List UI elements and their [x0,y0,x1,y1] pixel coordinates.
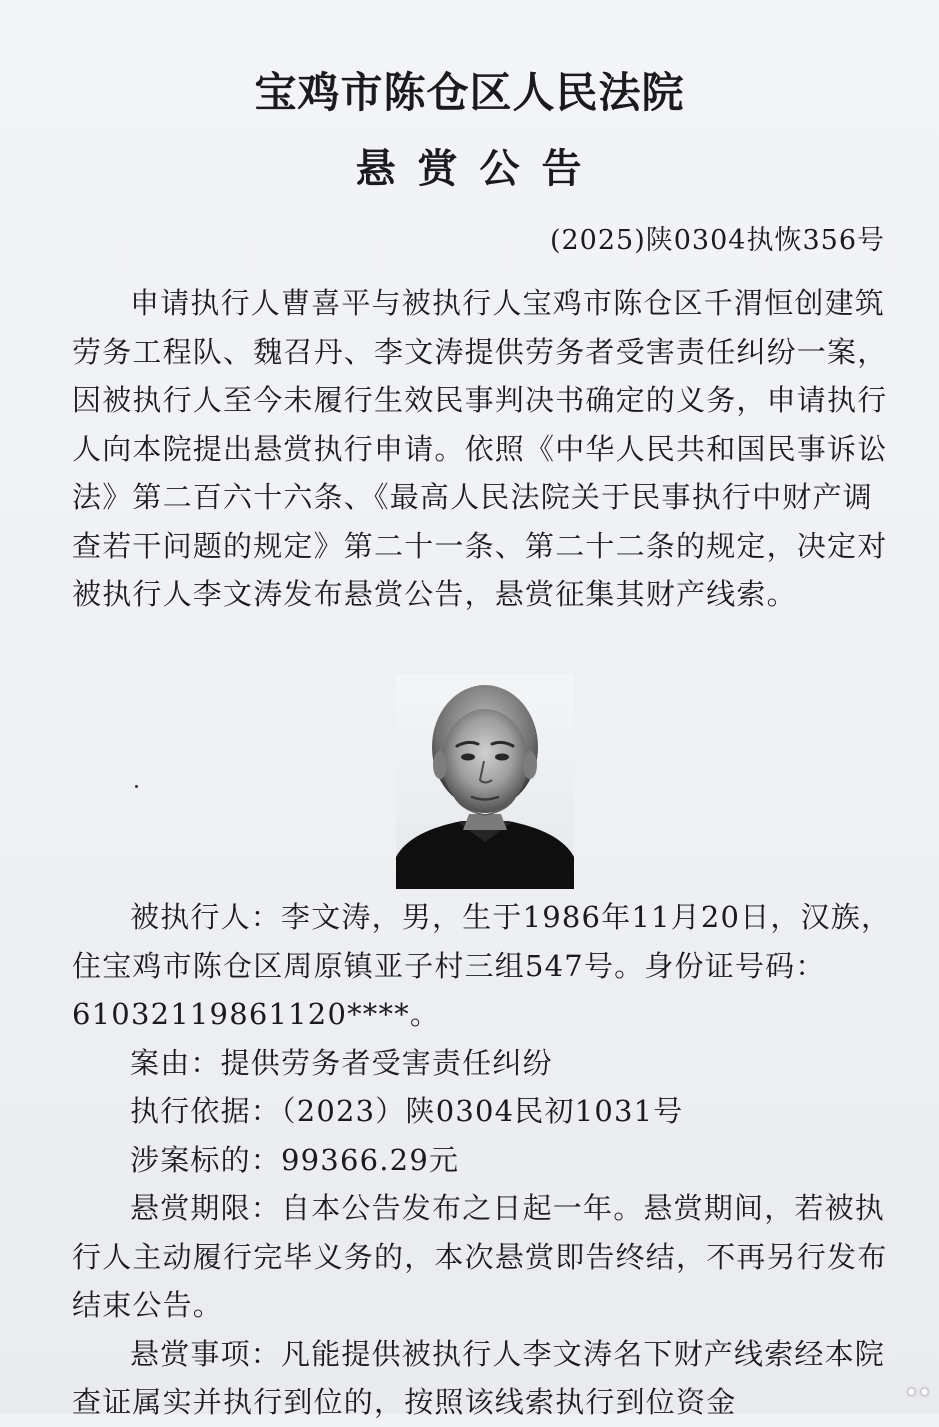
person-info: 被执行人：李文涛，男，生于1986年11月20日，汉族，住宝鸡市陈仓区周原镇亚子村三组547号。身份证号码：61032119861120****。 [72,900,892,1031]
dots-icon: •• [905,1381,931,1406]
execution-basis: 执行依据：（2023）陕0304民初1031号 [130,1094,684,1128]
case-cause: 案由：提供劳务者受害责任纠纷 [130,1045,553,1080]
case-amount: 涉案标的：99366.29元 [130,1142,460,1177]
details-section [72,893,894,1427]
scan-dot [135,785,138,788]
case-number: (2025)陕0304执恢356号 [549,225,885,256]
intro-section [72,279,894,619]
reward-terms: 悬赏事项：凡能提供被执行人李文涛名下财产线索经本院查证属实并执行到位的，按照该线索执行到位资金 [72,1336,886,1419]
suspect-photo-image [396,675,574,889]
notice-title: 悬赏公告 [355,145,604,192]
reward-period: 悬赏期限：自本公告发布之日起一年。悬赏期间，若被执行人主动履行完毕义务的，本次悬赏即告终结，不再另行发布结束公告。 [72,1191,888,1322]
court-name: 宝鸡市陈仓区人民法院 [254,68,685,117]
intro-paragraph: 申请执行人曹喜平与被执行人宝鸡市陈仓区千渭恒创建筑劳务工程队、魏召丹、李文涛提供劳务者受害责任纠纷一案，因被执行人至今未履行生效民事判决书确定的义务，申请执行人向本院提出悬赏执行申请。依照《中华人民共和国民事诉讼法》第二百六十六条、《最高人民法院关于民事执行中财产调查若干问题的规定》第二十一条、第二十二条的规定，决定对被执行人李文涛发布悬赏公告，悬赏征集其财产线索。 [72,286,888,611]
suspect-photo [396,675,574,889]
